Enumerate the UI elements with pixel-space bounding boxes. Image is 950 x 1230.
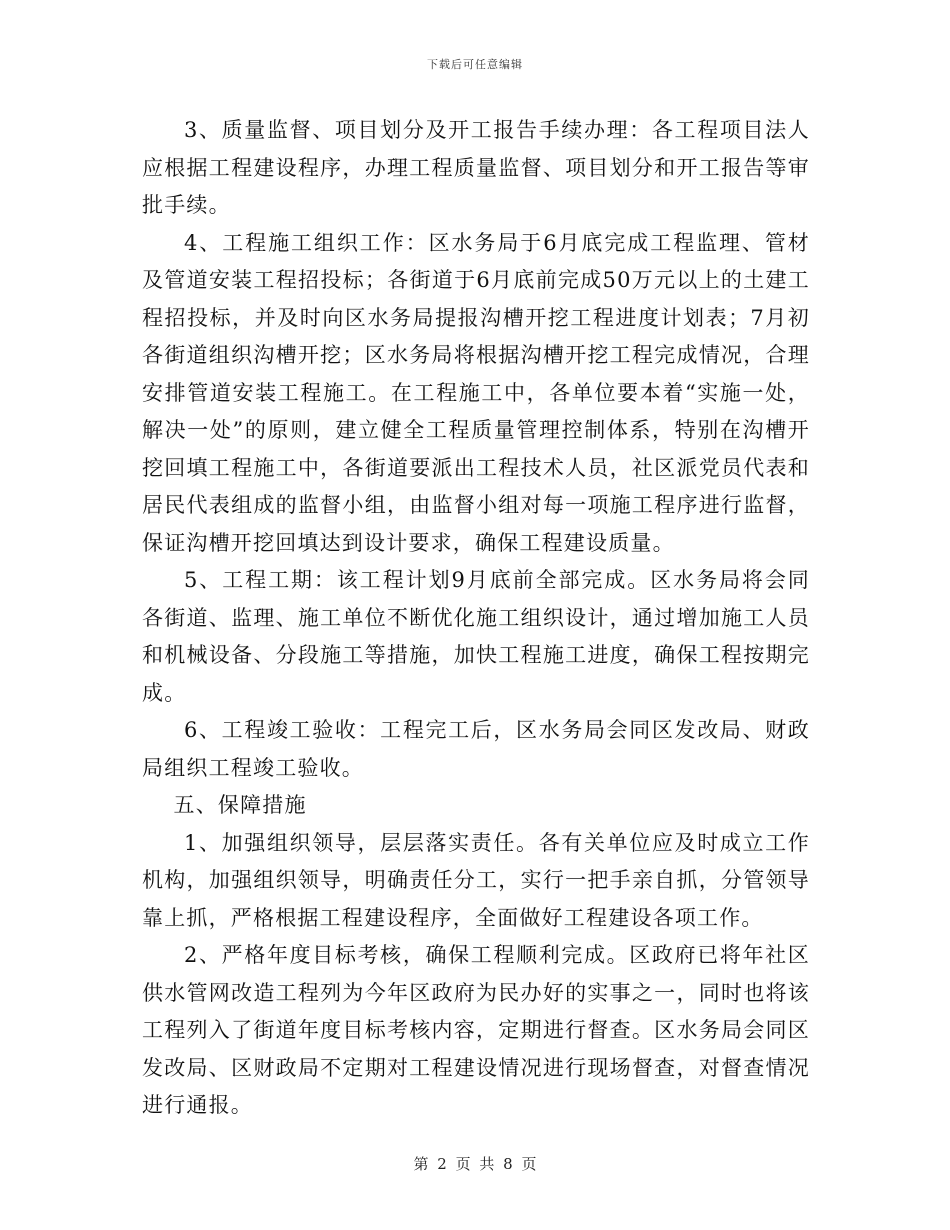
paragraph-construction-organization: 4、工程施工组织工作：区水务局于6月底完成工程监理、管材及管道安装工程招投标；各街道于6月底前完成50万元以上的土建工程招投标，并及时向区水务局提报沟槽开挖工程进度计划表；7月初各街道组织沟槽开挖；区水务局将根据沟槽开挖工程完成情况，合理安排管道安装工程施工。在工程施工中，各单位要本着“实施一处，解决一处”的原则，建立健全工程质量管理控制体系，特别在沟槽开挖回填工程施工中，各街道要派出工程技术人员，社区派党员代表和居民代表组成的监督小组，由监督小组对每一项施工程序进行监督，保证沟槽开挖回填达到设计要求，确保工程建设质量。 — [142, 230, 810, 555]
document-body — [142, 112, 810, 1125]
paragraph-annual-target-assessment: 2、严格年度目标考核，确保工程顺利完成。区政府已将年社区供水管网改造工程列为今年区政府为民办好的实事之一，同时也将该工程列入了街道年度目标考核内容，定期进行督查。区水务局会同区发改局、区财政局不定期对工程建设情况进行现场督查，对督查情况进行通报。 — [142, 943, 810, 1117]
paragraph-completion-acceptance: 6、工程竣工验收：工程完工后，区水务局会同区发改局、财政局组织工程竣工验收。 — [142, 718, 810, 780]
section-heading-safeguards: 五、保障措施 — [173, 793, 307, 817]
paragraph-quality-supervision: 3、质量监督、项目划分及开工报告手续办理：各工程项目法人应根据工程建设程序，办理工程质量监督、项目划分和开工报告等审批手续。 — [142, 118, 810, 217]
paragraph-organization-leadership: 1、加强组织领导，层层落实责任。各有关单位应及时成立工作机构，加强组织领导，明确责任分工，实行一把手亲自抓，分管领导靠上抓，严格根据工程建设程序，全面做好工程建设各项工作。 — [142, 830, 810, 930]
page-number: 第 2 页 共 8 页 — [413, 1155, 537, 1173]
page-header: 下载后可任意编辑 — [427, 58, 523, 71]
paragraph-construction-period: 5、工程工期：该工程计划9月底前全部完成。区水务局将会同各街道、监理、施工单位不断优化施工组织设计，通过增加施工人员和机械设备、分段施工等措施，加快工程施工进度，确保工程按期完成。 — [142, 568, 810, 705]
